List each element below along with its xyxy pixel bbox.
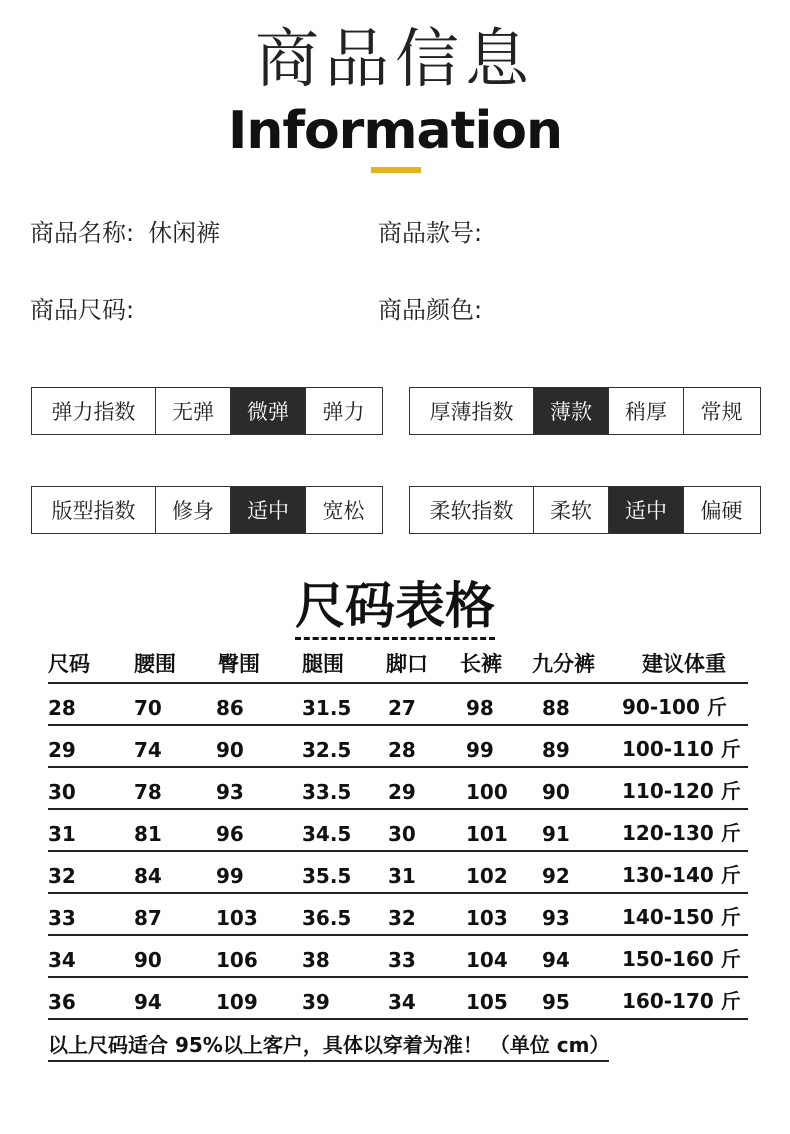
table-cell: 36.5 bbox=[302, 906, 352, 930]
softness-option: 适中 bbox=[609, 487, 684, 533]
table-cell: 84 bbox=[134, 864, 162, 888]
table-cell: 106 bbox=[216, 948, 258, 972]
table-cell: 110-120 斤 bbox=[622, 779, 741, 803]
table-cell: 88 bbox=[542, 696, 570, 720]
product-name-label: 商品名称: bbox=[30, 219, 135, 247]
table-cell: 86 bbox=[216, 696, 244, 720]
fit-index bbox=[31, 486, 383, 534]
table-cell: 30 bbox=[48, 780, 76, 804]
table-cell: 33.5 bbox=[302, 780, 352, 804]
table-cell: 95 bbox=[542, 990, 570, 1014]
table-row bbox=[48, 768, 748, 810]
header-cell: 臀围 bbox=[218, 652, 260, 676]
table-cell: 35.5 bbox=[302, 864, 352, 888]
elasticity-option: 无弹 bbox=[156, 388, 231, 434]
table-cell: 120-130 斤 bbox=[622, 821, 741, 845]
table-cell: 90 bbox=[134, 948, 162, 972]
page-title-en: Information bbox=[227, 101, 563, 161]
size-table-header bbox=[48, 650, 748, 684]
product-color-field bbox=[378, 295, 496, 325]
table-cell: 27 bbox=[388, 696, 416, 720]
table-cell: 28 bbox=[48, 696, 76, 720]
header-cell: 腿围 bbox=[302, 652, 344, 676]
softness-index-label: 柔软指数 bbox=[410, 487, 534, 533]
thickness-option: 薄款 bbox=[534, 388, 609, 434]
table-cell: 32.5 bbox=[302, 738, 352, 762]
table-cell: 78 bbox=[134, 780, 162, 804]
size-table-body bbox=[48, 684, 748, 1020]
table-cell: 104 bbox=[466, 948, 508, 972]
elasticity-index bbox=[31, 387, 383, 435]
fit-option: 适中 bbox=[231, 487, 306, 533]
product-size-field bbox=[30, 295, 148, 325]
table-cell: 99 bbox=[216, 864, 244, 888]
table-cell: 30 bbox=[388, 822, 416, 846]
thickness-index-label: 厚薄指数 bbox=[410, 388, 534, 434]
accent-divider bbox=[371, 167, 421, 173]
thickness-option: 稍厚 bbox=[609, 388, 684, 434]
product-name-field bbox=[30, 218, 220, 248]
table-cell: 90 bbox=[542, 780, 570, 804]
table-row bbox=[48, 852, 748, 894]
header-cell: 尺码 bbox=[48, 652, 90, 676]
table-cell: 87 bbox=[134, 906, 162, 930]
table-cell: 39 bbox=[302, 990, 330, 1014]
elasticity-option: 弹力 bbox=[322, 400, 365, 424]
size-table bbox=[48, 650, 748, 1020]
table-cell: 140-150 斤 bbox=[622, 905, 741, 929]
product-style-label: 商品款号: bbox=[378, 219, 483, 247]
table-cell: 34 bbox=[48, 948, 76, 972]
table-cell: 29 bbox=[48, 738, 76, 762]
header-cell: 脚口 bbox=[386, 652, 428, 676]
table-row bbox=[48, 936, 748, 978]
product-size-label: 商品尺码: bbox=[30, 296, 135, 324]
header-cell: 建议体重 bbox=[642, 652, 726, 676]
table-cell: 38 bbox=[302, 948, 330, 972]
table-cell: 33 bbox=[48, 906, 76, 930]
table-cell: 94 bbox=[134, 990, 162, 1014]
table-cell: 92 bbox=[542, 864, 570, 888]
table-cell: 109 bbox=[216, 990, 258, 1014]
table-row bbox=[48, 726, 748, 768]
table-row bbox=[48, 684, 748, 726]
softness-index bbox=[409, 486, 761, 534]
table-cell: 90 bbox=[216, 738, 244, 762]
softness-option: 柔软 bbox=[534, 487, 609, 533]
table-cell: 34.5 bbox=[302, 822, 352, 846]
fit-option: 宽松 bbox=[322, 499, 365, 523]
table-cell: 89 bbox=[542, 738, 570, 762]
table-cell: 150-160 斤 bbox=[622, 947, 741, 971]
table-cell: 70 bbox=[134, 696, 162, 720]
table-cell: 33 bbox=[388, 948, 416, 972]
fit-option: 修身 bbox=[156, 487, 231, 533]
table-cell: 31 bbox=[48, 822, 76, 846]
table-cell: 105 bbox=[466, 990, 508, 1014]
table-cell: 130-140 斤 bbox=[622, 863, 741, 887]
table-cell: 96 bbox=[216, 822, 244, 846]
table-cell: 31 bbox=[388, 864, 416, 888]
table-cell: 32 bbox=[48, 864, 76, 888]
table-cell: 103 bbox=[466, 906, 508, 930]
table-cell: 100 bbox=[466, 780, 508, 804]
table-cell: 93 bbox=[542, 906, 570, 930]
table-cell: 34 bbox=[388, 990, 416, 1014]
table-cell: 103 bbox=[216, 906, 258, 930]
table-cell: 91 bbox=[542, 822, 570, 846]
table-cell: 36 bbox=[48, 990, 76, 1014]
table-cell: 90-100 斤 bbox=[622, 695, 727, 719]
size-chart-title bbox=[0, 574, 790, 638]
table-cell: 94 bbox=[542, 948, 570, 972]
table-cell: 102 bbox=[466, 864, 508, 888]
table-cell: 29 bbox=[388, 780, 416, 804]
table-row bbox=[48, 894, 748, 936]
table-row bbox=[48, 810, 748, 852]
table-cell: 100-110 斤 bbox=[622, 737, 741, 761]
product-name-value: 休闲裤 bbox=[148, 219, 221, 247]
elasticity-option: 微弹 bbox=[231, 388, 306, 434]
table-cell: 32 bbox=[388, 906, 416, 930]
header-cell: 腰围 bbox=[134, 652, 176, 676]
table-row bbox=[48, 978, 748, 1020]
header-cell: 长裤 bbox=[460, 652, 502, 676]
product-color-label: 商品颜色: bbox=[378, 296, 483, 324]
table-cell: 31.5 bbox=[302, 696, 352, 720]
product-style-field bbox=[378, 218, 496, 248]
thickness-index bbox=[409, 387, 761, 435]
softness-option: 偏硬 bbox=[700, 499, 743, 523]
table-cell: 160-170 斤 bbox=[622, 989, 741, 1013]
table-cell: 81 bbox=[134, 822, 162, 846]
fit-index-label: 版型指数 bbox=[32, 487, 156, 533]
table-cell: 28 bbox=[388, 738, 416, 762]
table-cell: 99 bbox=[466, 738, 494, 762]
table-cell: 74 bbox=[134, 738, 162, 762]
header-cell: 九分裤 bbox=[532, 652, 595, 676]
thickness-option: 常规 bbox=[700, 400, 743, 424]
page-title-cn: 商品信息 bbox=[255, 23, 535, 97]
size-chart-title-text: 尺码表格 bbox=[295, 577, 495, 640]
table-cell: 98 bbox=[466, 696, 494, 720]
table-cell: 101 bbox=[466, 822, 508, 846]
size-table-footnote: 以上尺码适合 95%以上客户，具体以穿着为准！ （单位 cm） bbox=[48, 1030, 609, 1062]
elasticity-index-label: 弹力指数 bbox=[32, 388, 156, 434]
table-cell: 93 bbox=[216, 780, 244, 804]
